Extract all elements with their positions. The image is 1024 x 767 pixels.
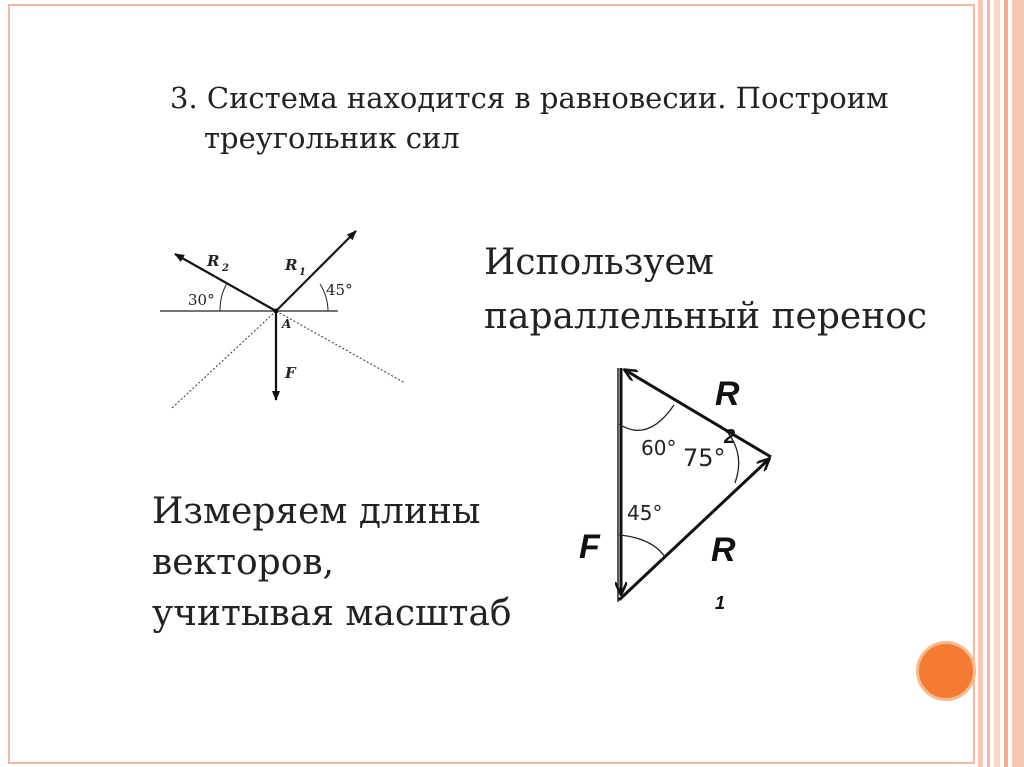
triangle-r2-subscript: 2 [724, 426, 736, 448]
triangle-vector-r1 [619, 459, 769, 600]
r2-subscript: 2 [222, 263, 229, 274]
angle-75-label: 75° [683, 444, 726, 472]
heading-line-1: 3. Система находится в равновесии. Построим [170, 81, 889, 115]
right-text-line-1: Используем [484, 242, 714, 283]
r1-subscript: 1 [299, 267, 306, 278]
point-a-dot [274, 309, 279, 314]
force-diagram [160, 231, 405, 408]
angle-45-label: 45° [326, 281, 353, 299]
right-text-line-2: параллельный перенос [484, 296, 928, 337]
force-triangle [579, 368, 771, 613]
left-text-line-2: векторов, [152, 542, 335, 583]
angle-arc-60 [619, 405, 674, 430]
angle-45-triangle-label: 45° [627, 501, 663, 525]
angle-arc-45-triangle [619, 535, 665, 557]
angle-60-label: 60° [641, 436, 677, 460]
heading-line-2: треугольник сил [204, 121, 460, 155]
angle-arc-30 [220, 283, 227, 311]
triangle-r2-letter: R [715, 375, 740, 413]
orange-circle-icon [916, 641, 976, 701]
triangle-r1-letter: R [711, 531, 736, 569]
angle-30-label: 30° [188, 291, 215, 309]
left-text-line-3: учитывая масштаб [152, 593, 512, 634]
r1-label: R [285, 256, 298, 274]
point-a-label: A [282, 317, 292, 331]
left-text-line-1: Измеряем длины [152, 491, 481, 532]
f-label: F [285, 364, 296, 382]
triangle-f-label: F [579, 528, 600, 566]
triangle-r1-subscript: 1 [715, 593, 726, 613]
r2-label: R [207, 252, 220, 270]
dashed-line-left [172, 311, 276, 408]
